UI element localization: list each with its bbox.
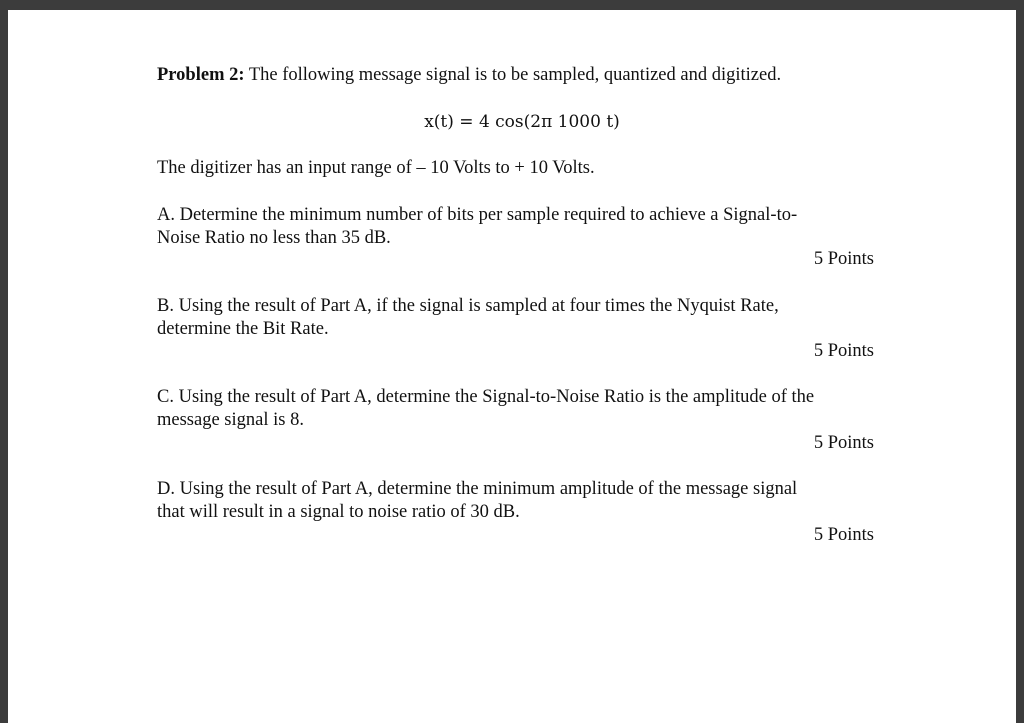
range-statement: The digitizer has an input range of – 10 Volts to + 10 Volts. (157, 158, 595, 178)
problem-header (157, 64, 781, 86)
part-b-points: 5 Points (813, 341, 874, 361)
part-b-line-2: determine the Bit Rate. (157, 319, 329, 339)
problem-label: Problem 2: (157, 65, 245, 85)
part-a-line-2: Noise Ratio no less than 35 dB. (157, 228, 391, 248)
part-b-line-1: B. Using the result of Part A, if the signal is sampled at four times the Nyquist Rate, (157, 296, 779, 316)
part-c-points: 5 Points (813, 433, 874, 453)
part-d-points: 5 Points (813, 525, 874, 545)
signal-equation-row (8, 112, 1016, 132)
problem-intro: The following message signal is to be sampled, quantized and digitized. (248, 65, 782, 85)
part-d-line-1: D. Using the result of Part A, determine the minimum amplitude of the message signal (157, 479, 798, 499)
part-c-line-1: C. Using the result of Part A, determine the Signal-to-Noise Ratio is the amplitude of the (157, 387, 815, 407)
document-page (8, 10, 1016, 723)
signal-equation: x(t) = 4 cos(2π 1000 t) (424, 112, 620, 132)
part-a-points: 5 Points (813, 249, 874, 269)
part-c-line-2: message signal is 8. (157, 410, 304, 430)
part-a-line-1: A. Determine the minimum number of bits per sample required to achieve a Signal-to- (157, 205, 798, 225)
part-d-line-2: that will result in a signal to noise ratio of 30 dB. (157, 502, 520, 522)
